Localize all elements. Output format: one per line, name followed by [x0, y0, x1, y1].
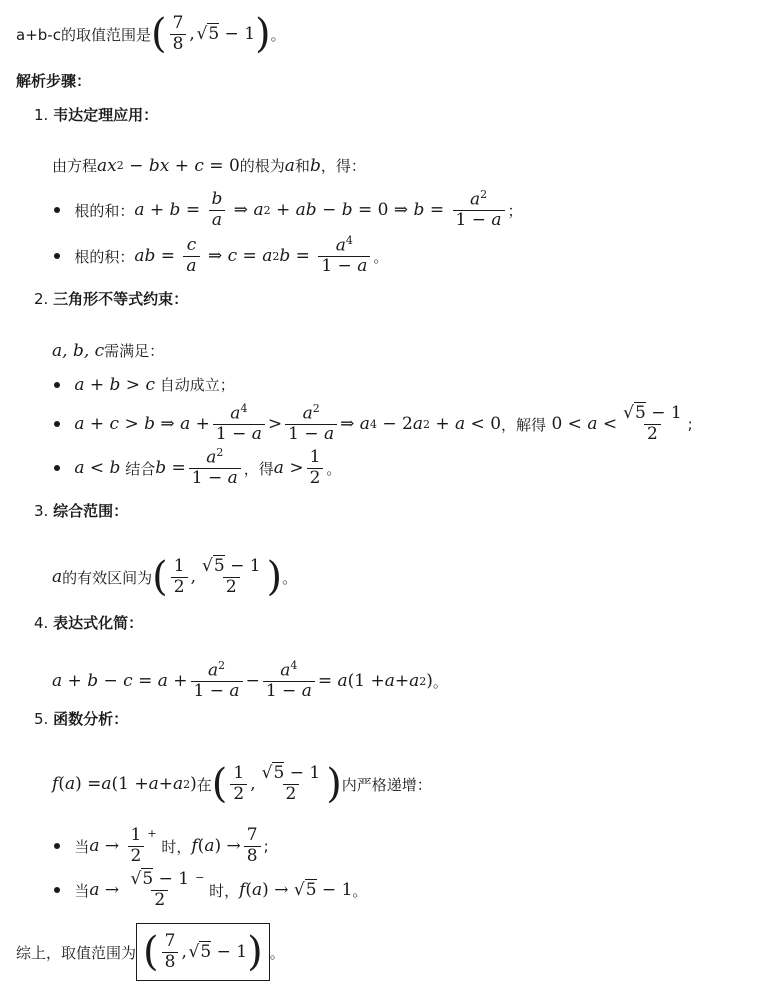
step-2-bullet-1: a + b > c 自动成立；	[54, 374, 235, 395]
bullet-icon	[54, 382, 60, 388]
step-5-bullet-2: 当 a → $\frac{√5 - 1}{2}$ − 时， f ( a ) → √5 − 1 。	[54, 866, 367, 914]
step-1-product: 根的积： ab = $\frac{c}{a}$ ⇒ c = a 2 b = $\frac{a^4}{1 - a}$ 。	[54, 232, 388, 280]
title-line: a+b-c的取值范围是 ( $\frac{7}{8}$ , √5 − 1 ) 。	[16, 11, 286, 57]
step-1-heading: 1. 韦达定理应用：	[34, 105, 159, 124]
bullet-icon	[54, 887, 60, 893]
step-5-monotonic: f ( a ) = a (1 + a + a 2 ) 在 ( $\frac{1}{2}$ , $\frac{√5 - 1}{2}$ ) 内严格递增：	[52, 761, 432, 807]
step-2-intro: a, b, c 需满足：	[52, 340, 165, 361]
analysis-heading: 解析步骤：	[16, 72, 92, 90]
step-4-expression: a + b − c = a + $\frac{a^2}{1 - a}$ − $\frac{a^4}{1 - a}$ = a (1 + a + a 2 ) 。	[52, 659, 448, 702]
step-4-heading: 4. 表达式化简：	[34, 613, 144, 632]
step-5-bullet-1: 当 a → $\frac{1}{2}$ + 时， f ( a ) → $\frac{7}{8}$ ;	[54, 822, 269, 870]
title-text: a+b-c的取值范围是	[16, 25, 151, 44]
step-2-bullet-3: a < b 结合 b = $\frac{a^2}{1 - a}$ ，得 a > $\frac{1}{2}$ 。	[54, 444, 341, 492]
fraction-7-8: $\frac{7}{8}$	[170, 14, 187, 54]
answer-box: ( $\frac{7}{8}$ , √5 − 1 )	[136, 923, 270, 981]
step-2-heading: 2. 三角形不等式约束：	[34, 289, 189, 308]
conclusion-line: 综上，取值范围为 ( $\frac{7}{8}$ , √5 − 1 ) 。	[16, 922, 285, 982]
step-3-heading: 3. 综合范围：	[34, 501, 129, 520]
step-1-sum: 根的和： a + b = $\frac{b}{a}$ ⇒ a 2 + ab − b = 0 ⇒ b = $\frac{a^2}{1 - a}$ ；	[54, 186, 523, 234]
step-3-interval: a 的有效区间为 ( $\frac{1}{2}$ , $\frac{√5 - 1}{2}$ ) 。	[52, 554, 298, 600]
step-2-bullet-2: a + c > b ⇒ a + $\frac{a^4}{1 - a}$ > $\frac{a^2}{1 - a}$ ⇒ a 4 − 2 a 2 + a < 0 ，解得 0 < a < $\frac{√5 - 1}{2}$ ;	[54, 400, 693, 448]
bullet-icon	[54, 843, 60, 849]
bullet-icon	[54, 207, 60, 213]
step-5-heading: 5. 函数分析：	[34, 709, 129, 728]
step-1-intro: 由方程 ax 2 − bx + c = 0 的根为 a 和 b ，得：	[52, 155, 366, 176]
bullet-icon	[54, 421, 60, 427]
bullet-icon	[54, 465, 60, 471]
bullet-icon	[54, 253, 60, 259]
